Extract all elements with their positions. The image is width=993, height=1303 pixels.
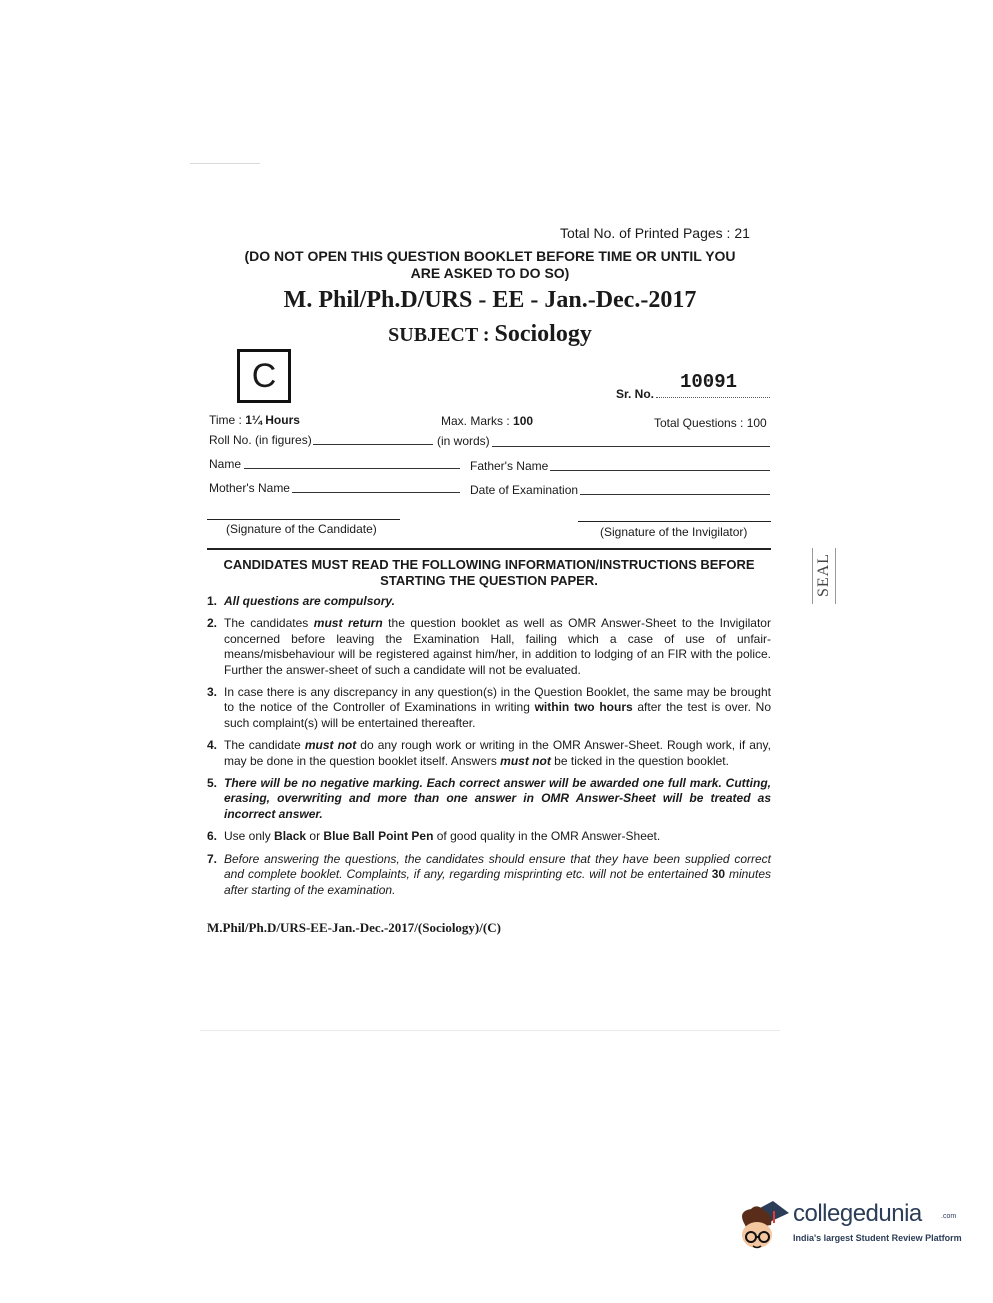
date-of-examination-label: Date of Examination xyxy=(470,483,579,497)
instruction-text: after the test is over. No such complaint(s) will be entertained thereafter. xyxy=(224,700,771,730)
date-of-examination-field[interactable] xyxy=(580,494,770,495)
instruction-number: 3. xyxy=(207,685,218,700)
mothers-name-field[interactable] xyxy=(292,492,460,493)
instruction-number: 6. xyxy=(207,829,218,844)
instruction-text: In case there is any discrepancy in any question(s) in the Question Booklet, the same may be brought to the notice of the Controller of Examinations in writing xyxy=(224,685,771,715)
instructions-heading-line: CANDIDATES MUST READ THE FOLLOWING INFORMATION/INSTRUCTIONS BEFORE xyxy=(223,557,755,572)
instruction-text: There will be no negative marking. Each correct answer will be awarded one full mark. Cutting, erasing, overwriting and more than one answer in OMR Answer-Sheet will be treated as incorrect answer. xyxy=(224,776,771,821)
instruction-emphasis: Black xyxy=(274,829,307,844)
instruction-text: The candidate xyxy=(224,738,305,753)
exam-title: M. Phil/Ph.D/URS - EE - Jan.-Dec.-2017 xyxy=(283,287,697,313)
instruction-text: or xyxy=(306,829,324,844)
brand-tagline: India's largest Student Review Platform xyxy=(793,1233,962,1243)
booklet-set-code: C xyxy=(237,349,291,403)
instruction-number: 2. xyxy=(207,616,218,631)
name-label: Name xyxy=(209,457,242,471)
roll-number-words-label: (in words) xyxy=(437,434,490,448)
warning-line: ARE ASKED TO DO SO) xyxy=(410,265,570,281)
instruction-item xyxy=(207,776,771,822)
instruction-emphasis: must not xyxy=(304,738,357,753)
instruction-item xyxy=(207,738,771,769)
candidate-signature-label: (Signature of the Candidate) xyxy=(226,522,377,536)
instruction-emphasis: Blue Ball Point Pen xyxy=(323,829,434,844)
instruction-text: All questions are compulsory. xyxy=(224,594,395,608)
instruction-item xyxy=(207,594,771,609)
mothers-name-label: Mother's Name xyxy=(209,481,290,495)
roll-number-figures-field[interactable] xyxy=(313,444,433,445)
brand-name: collegedunia xyxy=(793,1200,922,1227)
instruction-item xyxy=(207,829,771,844)
instruction-item xyxy=(207,685,771,731)
instruction-emphasis: must return xyxy=(313,616,383,631)
subject-value: Sociology xyxy=(494,321,592,347)
instruction-text: do any rough work or writing in the OMR Answer-Sheet. Rough work, if any, may be done in the question booklet itself. Answers xyxy=(224,738,771,768)
candidate-signature-line[interactable] xyxy=(207,519,400,520)
fathers-name-field[interactable] xyxy=(550,470,770,471)
time-allowed xyxy=(209,413,300,427)
instruction-text: the question booklet as well as OMR Answer-Sheet to the Invigilator concerned before leaving the Examination Hall, failing which a case of use of unfair-means/misbehaviour will be registered against him/her, in addition to lodging of an FIR with the police. Further the answer-sheet of such a candidate will not be evaluated. xyxy=(224,616,771,677)
warning-line: (DO NOT OPEN THIS QUESTION BOOKLET BEFORE TIME OR UNTIL YOU xyxy=(244,248,736,264)
instruction-emphasis: must not xyxy=(500,753,551,768)
seal-stamp xyxy=(812,548,836,604)
instruction-item xyxy=(207,852,771,898)
instruction-text: Before answering the questions, the candidates should ensure that they have been supplied correct and complete booklet. Complaints, if any, regarding misprinting etc. will not be entertained xyxy=(224,851,771,882)
time-value: 1¼ Hours xyxy=(245,413,300,427)
collegedunia-watermark xyxy=(733,1195,963,1265)
serial-number-value: 10091 xyxy=(680,371,738,393)
max-marks xyxy=(441,414,533,428)
fathers-name-label: Father's Name xyxy=(470,459,549,473)
max-marks-label: Max. Marks : xyxy=(441,414,514,428)
instruction-text: The candidates xyxy=(224,616,314,631)
brand-dotcom: .com xyxy=(941,1213,957,1220)
instructions-heading xyxy=(207,557,771,589)
instruction-number: 1. xyxy=(207,594,218,608)
instruction-text: of good quality in the OMR Answer-Sheet. xyxy=(433,829,661,844)
booklet-code-footer: M.Phil/Ph.D/URS-EE-Jan.-Dec.-2017/(Sociology)/(C) xyxy=(207,920,501,935)
serial-number-label: Sr. No. xyxy=(616,387,655,401)
serial-number-dotted-line xyxy=(656,397,770,398)
printed-pages-count: Total No. of Printed Pages : 21 xyxy=(560,225,750,241)
name-field[interactable] xyxy=(244,468,460,469)
roll-number-words-field[interactable] xyxy=(492,446,770,447)
instructions-heading-line: STARTING THE QUESTION PAPER. xyxy=(380,573,598,588)
instruction-text: minutes after starting of the examination. xyxy=(224,867,771,897)
subject-heading xyxy=(200,321,780,348)
invigilator-signature-line[interactable] xyxy=(578,521,771,522)
scan-artifact-line xyxy=(200,1030,780,1031)
instruction-emphasis: within two hours xyxy=(534,700,633,715)
seal-text: SEAL xyxy=(815,553,832,597)
invigilator-signature-label: (Signature of the Invigilator) xyxy=(600,525,748,539)
instruction-text: be ticked in the question booklet. xyxy=(550,753,729,768)
total-questions: Total Questions : 100 xyxy=(654,416,767,430)
instruction-number: 5. xyxy=(207,776,218,791)
do-not-open-warning xyxy=(200,248,780,282)
roll-number-figures-label: Roll No. (in figures) xyxy=(209,433,312,447)
instruction-number: 7. xyxy=(207,851,218,866)
subject-label: SUBJECT : xyxy=(388,324,495,346)
time-label: Time : xyxy=(209,413,246,427)
max-marks-value: 100 xyxy=(513,414,534,428)
collegedunia-mascot-icon xyxy=(733,1197,791,1257)
instructions-list xyxy=(207,594,771,905)
instruction-emphasis: 30 xyxy=(711,867,726,882)
instruction-number: 4. xyxy=(207,738,218,753)
instruction-item xyxy=(207,616,771,678)
instruction-text: Use only xyxy=(224,829,275,844)
section-divider xyxy=(207,548,771,550)
scan-artifact-line xyxy=(190,163,260,164)
